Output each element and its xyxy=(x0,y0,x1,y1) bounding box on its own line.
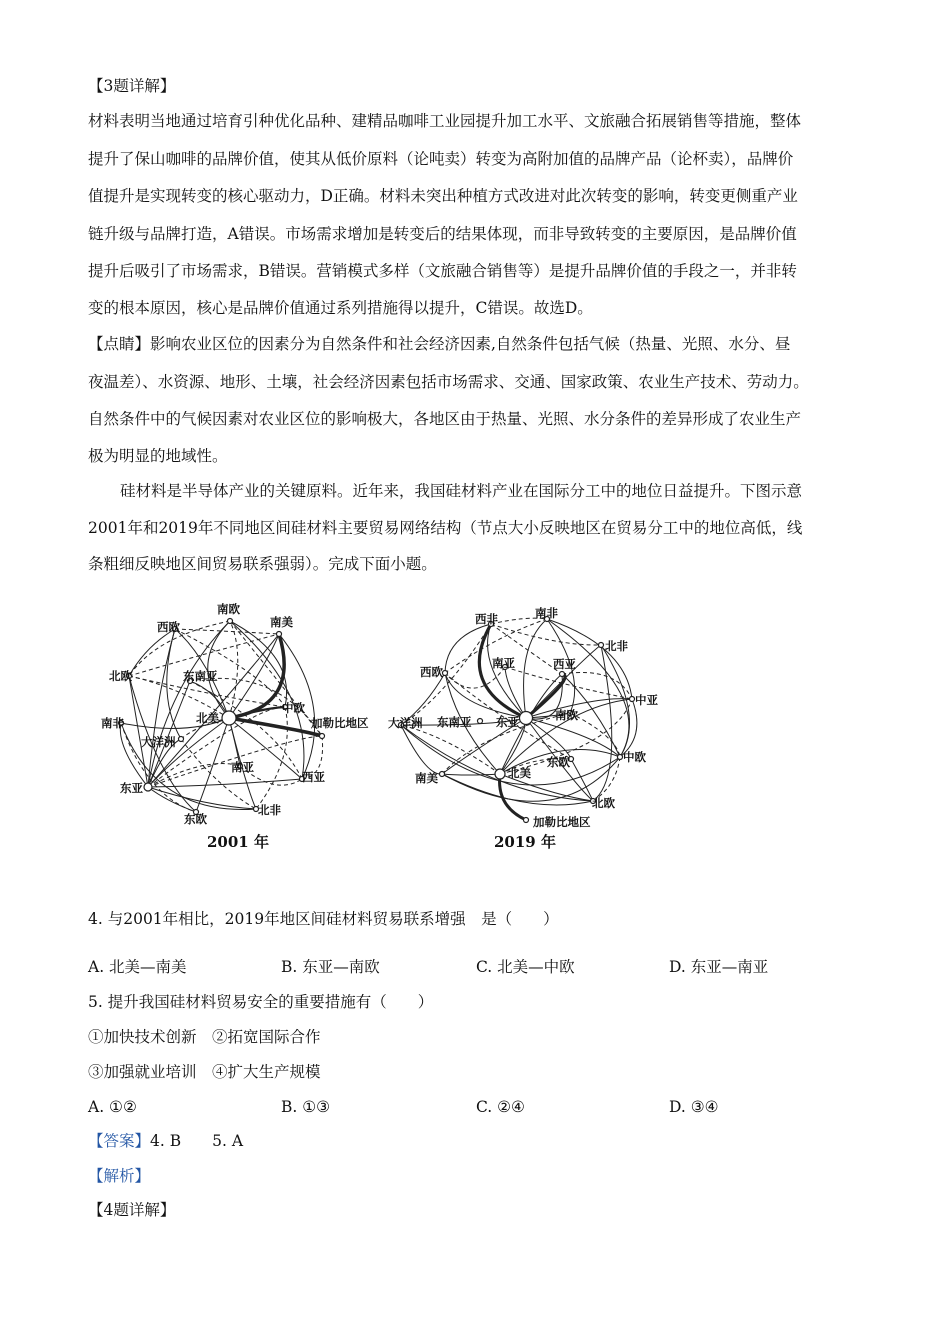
node-label: 北欧 xyxy=(109,669,132,683)
paragraph-line: 材料表明当地通过培育引种优化品种、建精品咖啡工业园提升加工水平、文旅融合拓展销售等措施，整体 xyxy=(88,112,802,130)
node-label: 东欧 xyxy=(184,812,207,826)
dianjing-line: 自然条件中的气候因素对农业区位的影响极大，各地区由于热量、光照、水分条件的差异形成了农业生产 xyxy=(88,410,802,428)
node-label: 北美 xyxy=(508,766,531,780)
section-heading-q3: 【3题详解】 xyxy=(88,77,176,95)
analysis-label: 【解析】 xyxy=(88,1167,151,1185)
node-label: 东亚 xyxy=(120,781,143,795)
node-label: 大洋洲 xyxy=(388,716,423,730)
q5-items-line: ①加快技术创新 ②拓宽国际合作 xyxy=(88,1028,321,1046)
material-line: 2001年和2019年不同地区间硅材料主要贸易网络结构（节点大小反映地区在贸易分工中的地位高低，线 xyxy=(88,519,803,537)
node-label: 东亚 xyxy=(496,715,519,729)
paragraph-line: 值提升是实现转变的核心驱动力，D正确。材料未突出种植方式改进对此次转变的影响，转变更侧重产业 xyxy=(88,187,798,205)
q4-option-c[interactable]: C. 北美—中欧 xyxy=(476,958,575,976)
q5-option-c[interactable]: C. ②④ xyxy=(476,1098,525,1116)
caption-2001: 2001 年 xyxy=(207,833,269,851)
paragraph-line: 提升了保山咖啡的品牌价值，使其从低价原料（论吨卖）转变为高附加值的品牌产品（论杯卖），品牌价 xyxy=(88,150,794,168)
node-label: 南非 xyxy=(101,716,124,730)
node-label: 南欧 xyxy=(555,708,578,722)
section-heading-q4: 【4题详解】 xyxy=(88,1201,176,1219)
caption-2019: 2019 年 xyxy=(494,833,556,851)
node-label: 西亚 xyxy=(553,657,576,671)
node-label: 北非 xyxy=(605,639,628,653)
node-label: 加勒比地区 xyxy=(533,815,591,829)
node-label: 南亚 xyxy=(492,656,515,670)
node-label: 南美 xyxy=(415,771,438,785)
q5-option-d[interactable]: D. ③④ xyxy=(669,1098,719,1116)
node-label: 南美 xyxy=(270,615,293,629)
node-label: 南非 xyxy=(535,606,558,620)
paragraph-line: 变的根本原因，核心是品牌价值通过系列措施得以提升，C错误。故选D。 xyxy=(88,299,593,317)
question-4-stem: 4. 与2001年相比，2019年地区间硅材料贸易联系增强 是（ ） xyxy=(88,910,559,928)
q5-items-line: ③加强就业培训 ④扩大生产规模 xyxy=(88,1063,321,1081)
node-label: 中欧 xyxy=(623,750,646,764)
node-label: 中欧 xyxy=(282,701,305,715)
paragraph-line: 提升后吸引了市场需求，B错误。营销模式多样（文旅融合销售等）是提升品牌价值的手段之一，并非转 xyxy=(88,262,797,280)
answer-text: 4. B 5. A xyxy=(150,1132,244,1150)
material-line: 条粗细反映地区间贸易联系强弱）。完成下面小题。 xyxy=(88,555,437,573)
node-label: 西非 xyxy=(475,612,498,626)
q4-option-d[interactable]: D. 东亚—南亚 xyxy=(669,958,769,976)
dianjing-line: 【点睛】影响农业区位的因素分为自然条件和社会经济因素,自然条件包括气候（热量、光照、水分、昼 xyxy=(88,335,791,353)
node-label: 北美 xyxy=(196,711,219,725)
question-5-stem: 5. 提升我国硅材料贸易安全的重要措施有（ ） xyxy=(88,993,434,1011)
node-label: 西亚 xyxy=(302,770,325,784)
node-label: 东欧 xyxy=(547,755,570,769)
node-label: 南欧 xyxy=(217,602,240,616)
answer-label: 【答案】 xyxy=(88,1132,151,1150)
paragraph-line: 链升级与品牌打造，A错误。市场需求增加是转变后的结果体现，而非导致转变的主要原因，是品牌价值 xyxy=(88,225,797,243)
node-label: 北非 xyxy=(258,803,281,817)
node-label: 西欧 xyxy=(157,620,180,634)
node-label: 北欧 xyxy=(592,796,615,810)
node-label: 南亚 xyxy=(231,760,254,774)
node-label: 加勒比地区 xyxy=(311,716,369,730)
dianjing-line: 极为明显的地域性。 xyxy=(88,447,228,465)
trade-network-figure xyxy=(96,596,666,858)
node-label: 东南亚 xyxy=(437,715,472,729)
answer-line xyxy=(88,1131,243,1151)
node-label: 大洋洲 xyxy=(141,735,176,749)
node-label: 中亚 xyxy=(635,693,658,707)
dianjing-line: 夜温差）、水资源、地形、土壤，社会经济因素包括市场需求、交通、国家政策、农业生产技术、劳动力。 xyxy=(88,373,809,391)
material-line: 硅材料是半导体产业的关键原料。近年来，我国硅材料产业在国际分工中的地位日益提升。下图示意 xyxy=(120,482,803,500)
q4-option-a[interactable]: A. 北美—南美 xyxy=(88,958,187,976)
node-label: 西欧 xyxy=(420,665,443,679)
node-label: 东南亚 xyxy=(183,669,218,683)
q5-option-a[interactable]: A. ①② xyxy=(88,1098,137,1116)
q4-option-b[interactable]: B. 东亚—南欧 xyxy=(281,958,380,976)
q5-option-b[interactable]: B. ①③ xyxy=(281,1098,331,1116)
